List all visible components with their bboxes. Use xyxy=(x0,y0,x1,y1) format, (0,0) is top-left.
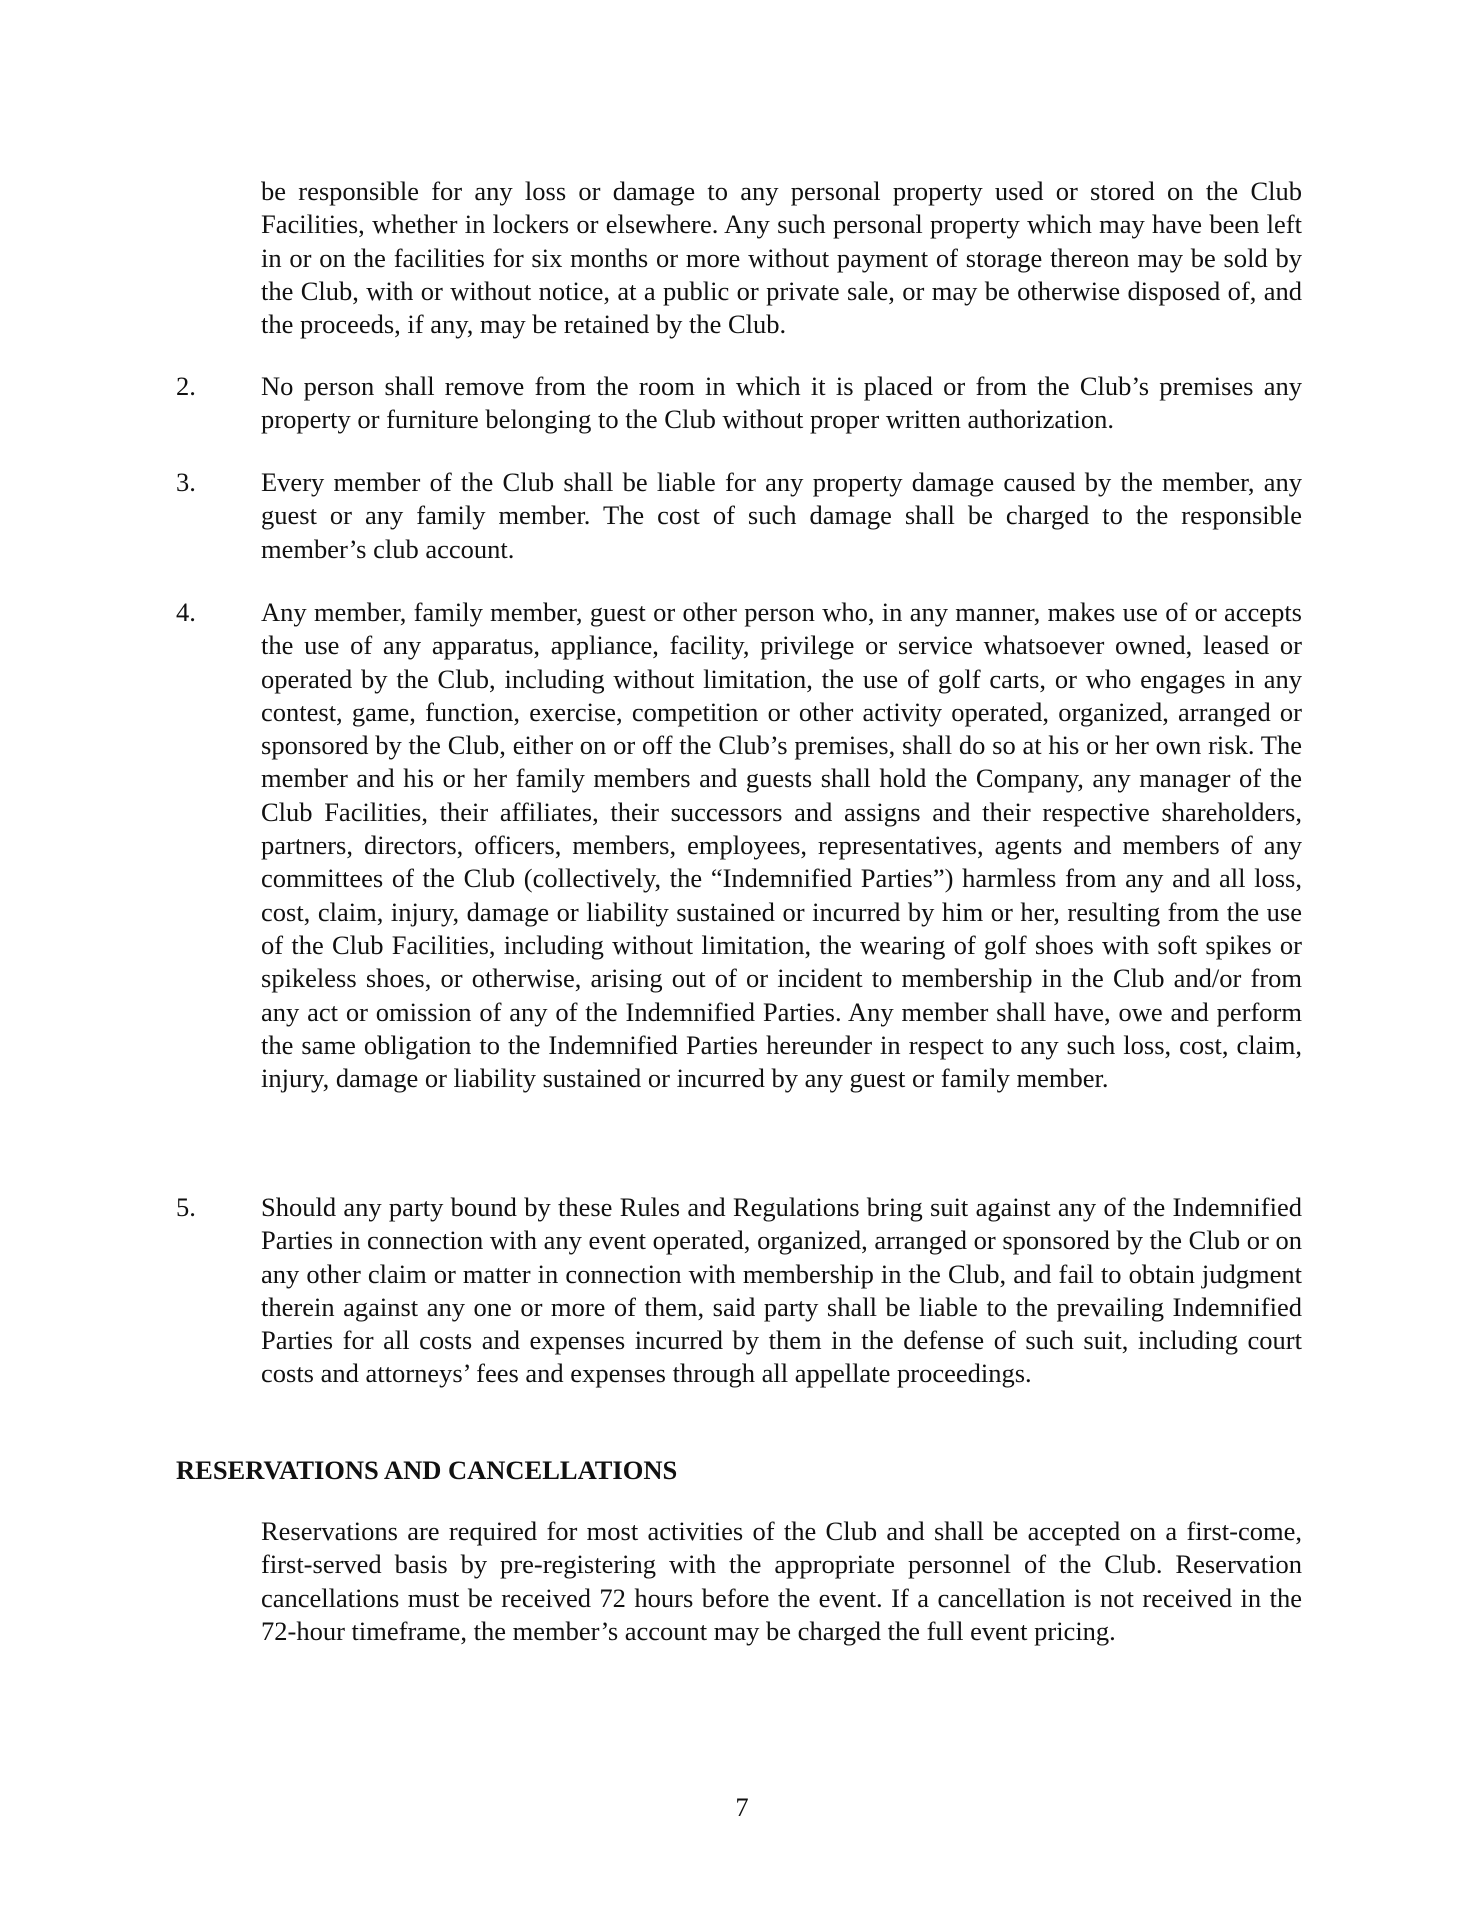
item-text-2: No person shall remove from the room in which it is placed or from the Club’s premises any property or furniture belonging to the Club without proper written authorization. xyxy=(261,371,1302,435)
section-paragraph: Reservations are required for most activities of the Club and shall be accepted on a first-come, first-served basis by pre-registering with the appropriate personnel of the Club. Reservation cancellations must be received 72 hours before the event. If a cancellation is not received in the 72-hour timeframe, the member’s account may be charged the full event pricing. xyxy=(261,1516,1302,1646)
section-heading: RESERVATIONS AND CANCELLATIONS xyxy=(176,1455,678,1485)
item-text-5: Should any party bound by these Rules and Regulations bring suit against any of the Indemnified Parties in connection with any event operated, organized, arranged or sponsored by the Club or on any other claim or matter in connection with membership in the Club, and fail to obtain judgment therein against any one or more of them, said party shall be liable to the prevailing Indemnified Parties for all costs and expenses incurred by them in the defense of such suit, including court costs and attorneys’ fees and expenses through all appellate proceedings. xyxy=(261,1192,1302,1389)
item-text-4: Any member, family member, guest or other person who, in any manner, makes use of or accepts the use of any apparatus, appliance, facility, privilege or service whatsoever owned, leased or operated by the Club, including without limitation, the use of golf carts, or who engages in any contest, game, function, exercise, competition or other activity operated, organized, arranged or sponsored by the Club, either on or off the Club’s premises, shall do so at his or her own risk. The member and his or her family members and guests shall hold the Company, any manager of the Club Facilities, their affiliates, their successors and assigns and their respective shareholders, partners, directors, officers, members, employees, representatives, agents and members of any committees of the Club (collectively, the “Indemnified Parties”) harmless from any and all loss, cost, claim, injury, damage or liability sustained or incurred by him or her, resulting from the use of the Club Facilities, including without limitation, the wearing of golf shoes with soft spikes or spikeless shoes, or otherwise, arising out of or incident to membership in the Club and/or from any act or omission of any of the Indemnified Parties. Any member shall have, owe and perform the same obligation to the Indemnified Parties hereunder in respect to any such loss, cost, claim, injury, damage or liability sustained or incurred by any guest or family member. xyxy=(261,597,1302,1094)
item-number-4: 4. xyxy=(176,597,196,627)
item-number-5: 5. xyxy=(176,1192,196,1222)
item-number-2: 2. xyxy=(176,371,196,401)
item-number-3: 3. xyxy=(176,467,196,497)
item-text-3: Every member of the Club shall be liable for any property damage caused by the member, any guest or any family member. The cost of such damage shall be charged to the responsible member’s club account. xyxy=(261,467,1302,564)
continuation-paragraph: be responsible for any loss or damage to any personal property used or stored on the Club Facilities, whether in lockers or elsewhere. Any such personal property which may have been left in or on the facilities for six months or more without payment of storage thereon may be sold by the Club, with or without notice, at a public or private sale, or may be otherwise disposed of, and the proceeds, if any, may be retained by the Club. xyxy=(261,176,1302,340)
page-number: 7 xyxy=(735,1792,749,1822)
